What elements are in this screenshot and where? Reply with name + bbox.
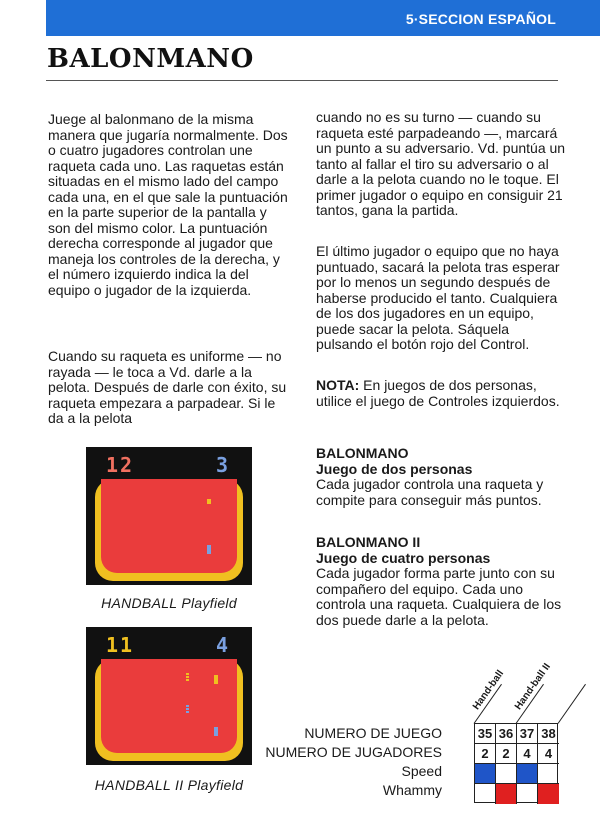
whammy-cell-off [517, 784, 538, 804]
column-group-header: Hand-ball [470, 668, 507, 712]
speed-cell-on [475, 764, 496, 784]
playfield-court [101, 479, 237, 573]
paddle [214, 675, 218, 684]
page-title: BALONMANO [47, 44, 254, 74]
game-description-1 [316, 446, 566, 508]
game-number-cell: 38 [538, 724, 559, 744]
note-text: En juegos de dos personas, utilice el juego de Controles izquierdos. [316, 377, 560, 409]
handball-playfield-image [86, 447, 252, 585]
players-cell: 4 [517, 744, 538, 764]
game-description-2 [316, 535, 566, 628]
intro-paragraph: Juege al balonmano de la misma manera que jugaría normalmente. Dos o cuatro jugadores controlan une raqueta cada uno. Las raquetas están situadas en el mismo lado del campo cada una, en el que sale la puntuación en la parte superior de la pantalla y son del mismo color. La puntuación derecha corresponde al jugador que maneja los controles de la derecha, y el número izquierdo indica la del equipo o jugador de la izquierda. [48, 111, 288, 298]
handball-ii-playfield-image [86, 627, 252, 765]
game-text: Cada jugador forma parte junto con su compañero del equipo. Cada uno controla una raqueta. Cualquiera de los dos puede darle a la pelota. [316, 565, 562, 628]
speed-cell-on [517, 764, 538, 784]
players-cell: 2 [496, 744, 517, 764]
game-text: Cada jugador controla una raqueta y compite para conseguir más puntos. [316, 476, 544, 508]
score-left: 12 [106, 453, 135, 477]
whammy-cell-on [538, 784, 559, 804]
game-options-table [265, 661, 570, 826]
players-cell: 4 [538, 744, 559, 764]
speed-cell-off [538, 764, 559, 784]
score-right: 3 [215, 453, 230, 477]
note-paragraph [316, 378, 566, 409]
figure-caption: HANDBALL Playfield [101, 595, 237, 611]
score-left: 11 [106, 633, 135, 657]
title-divider [46, 80, 558, 81]
turn-paragraph: Cuando su raqueta es uniforme — no rayada — le toca a Vd. darle a la pelota. Después de darle con éxito, su raqueta empezara a parpadear. Si le da a la pelota [48, 348, 287, 426]
column-group-header: Hand-ball II [512, 661, 553, 712]
note-label: NOTA: [316, 377, 360, 393]
playfield-wall [95, 659, 243, 761]
game-subtitle: Juego de dos personas [316, 460, 473, 477]
row-label-speed: Speed [401, 763, 442, 779]
options-grid [474, 723, 558, 803]
row-label-players: NUMERO DE JUGADORES [265, 744, 442, 760]
playfield-wall [95, 479, 243, 581]
whammy-cell-on [496, 784, 517, 804]
game-title: BALONMANO [316, 445, 409, 461]
game-title: BALONMANO II [316, 534, 421, 550]
game-subtitle: Juego de cuatro personas [316, 549, 491, 566]
players-cell: 2 [475, 744, 496, 764]
scoring-paragraph: cuando no es su turno — cuando su raqueta esté parpadeando —, marcará un punto a su adversario. Vd. puntúa un tanto al fallar el tiro su adversario o al darle a la pelota cuando no le toque. El primer jugador o equipo en consiguir 21 tantos, gana la partida. [316, 109, 566, 218]
paddle-striped [186, 673, 189, 681]
playfield-court [101, 659, 237, 753]
paddle [207, 545, 211, 554]
section-label: 5·SECCION ESPAÑOL [405, 11, 556, 27]
speed-cell-off [496, 764, 517, 784]
paddle [214, 727, 218, 736]
serve-paragraph: El último jugador o equipo que no haya puntuado, sacará la pelota tras esperar por lo menos un segundo después de haberse producido el tanto. Cualquiera de los dos jugadores en un equipo, puede sacar la pelota. Sáquela pulsando el botón rojo del Control. [316, 243, 560, 352]
row-label-whammy: Whammy [382, 782, 442, 798]
game-number-cell: 37 [517, 724, 538, 744]
score-right: 4 [215, 633, 230, 657]
ball [207, 499, 211, 504]
section-header-band [46, 0, 600, 36]
game-number-cell: 35 [475, 724, 496, 744]
header-divider [558, 684, 586, 724]
paddle-striped [186, 705, 189, 713]
game-number-cell: 36 [496, 724, 517, 744]
whammy-cell-off [475, 784, 496, 804]
figure-caption: HANDBALL II Playfield [94, 777, 244, 793]
row-label-game-number: NUMERO DE JUEGO [304, 725, 442, 741]
